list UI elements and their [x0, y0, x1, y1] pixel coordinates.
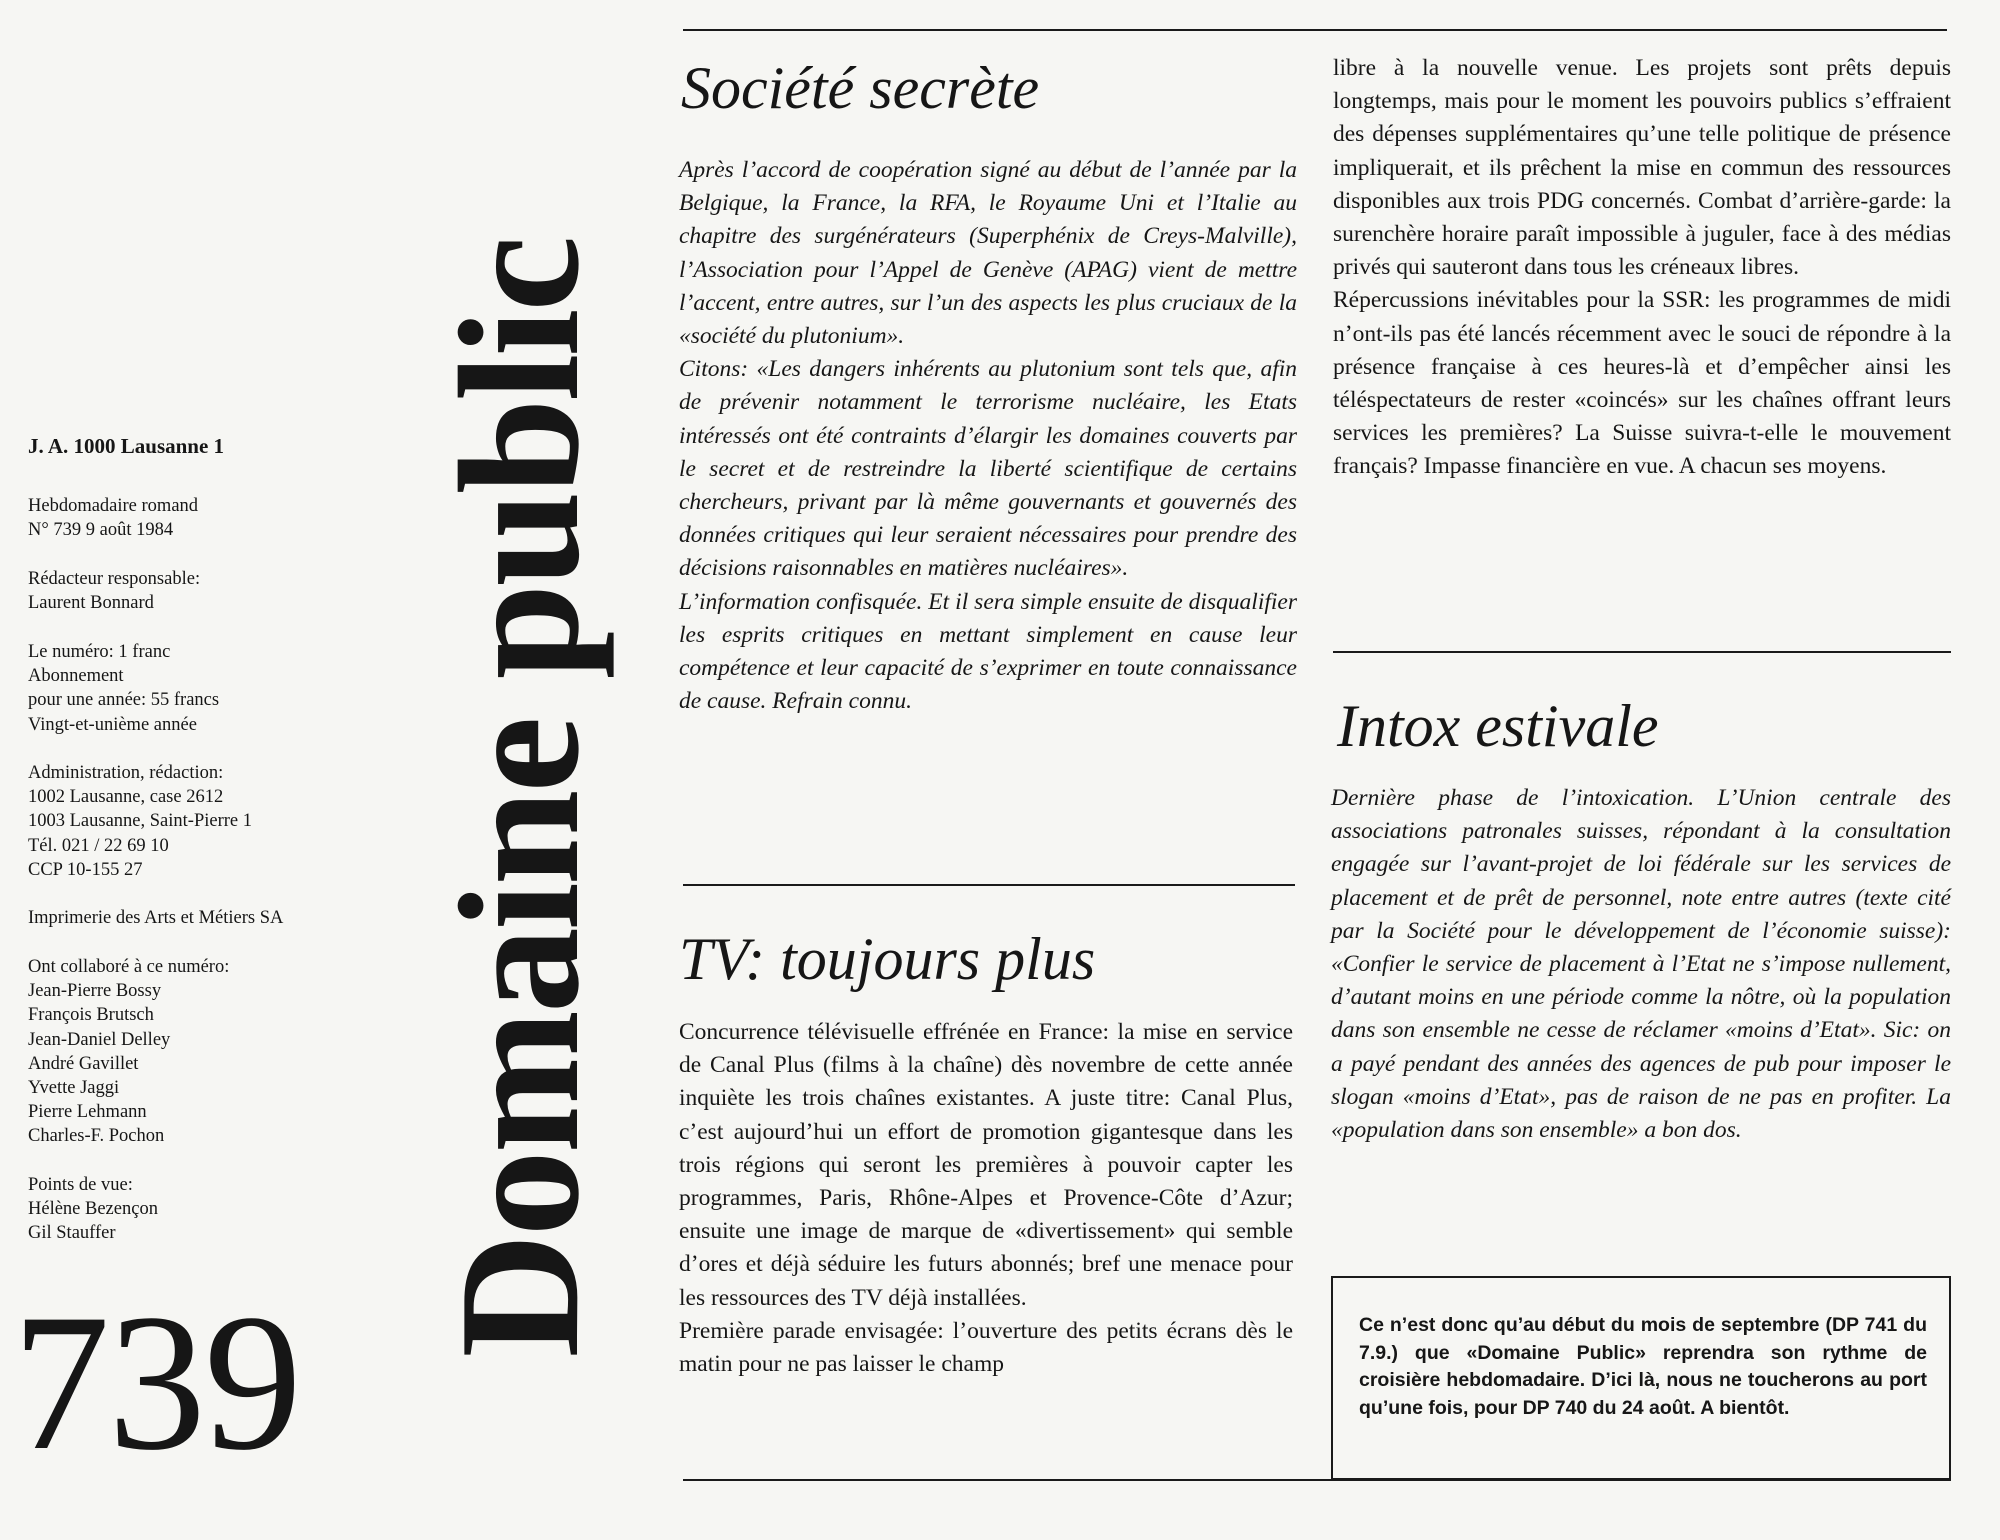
imprint-group-administration — [28, 761, 408, 882]
imprint-line: Ont collaboré à ce numéro: — [28, 957, 230, 977]
imprint-line: Laurent Bonnard — [28, 593, 154, 614]
imprint-line: Rédacteur responsable: — [28, 569, 201, 589]
imprint-line: Hélène Bezençon — [28, 1199, 158, 1220]
imprint-line: Imprimerie des Arts et Métiers SA — [28, 908, 284, 928]
imprint-line: Points de vue: — [28, 1175, 133, 1195]
article-title-tv-toujours-plus: TV: toujours plus — [679, 926, 1096, 992]
paragraph: Après l’accord de coopération signé au début de l’année par la Belgique, la France, la RFA, le Royaume Uni et l’Italie au chapitre des surgénérateurs (Superphénix de Creys-Malville), l’Association pour l’Appel de Genève (APAG) vient de mettre l’accent, entre autres, sur l’un des aspects les plus cruciaux de la «société du plutonium». — [679, 157, 1297, 350]
notice-box — [1331, 1276, 1951, 1480]
article-title-intox-estivale: Intox estivale — [1337, 693, 1659, 759]
imprint-line: Jean-Pierre Bossy — [28, 981, 162, 1002]
imprint-line: 1003 Lausanne, Saint-Pierre 1 — [28, 811, 252, 832]
imprint-line: Yvette Jaggi — [28, 1078, 120, 1099]
imprint-group-edition — [28, 494, 408, 542]
imprint-line: Administration, rédaction: — [28, 763, 224, 783]
paragraph: Répercussions inévitables pour la SSR: les programmes de midi n’ont-ils pas été lancés récemment avec le souci de répondre à la présence française à ces heures-là et d’empêcher ainsi les téléspectateurs de rester «coincés» sur les chaînes offrant leurs services les premières? La Suisse suivra-t-elle le mouvement français? Impasse financière en vue. A chacun ses moyens. — [1333, 287, 1951, 480]
imprint-group-printer — [28, 906, 408, 930]
article-title-societe-secrete: Société secrète — [681, 55, 1040, 121]
imprint-line: Le numéro: 1 franc — [28, 642, 171, 662]
imprint-group-contributors — [28, 955, 408, 1149]
imprint-line: pour une année: 55 francs — [28, 690, 220, 711]
issue-number: 739 — [12, 1274, 300, 1491]
masthead-title: Domaine public — [425, 238, 615, 1358]
imprint-line: Hebdomadaire romand — [28, 496, 199, 516]
notice-text: Ce n’est donc qu’au début du mois de septembre (DP 741 du 7.9.) que «Domaine Public» reprendra son rythme de croisière hebdomadaire. D’ici là, nous ne toucherons au port qu’une fois, pour DP 740 du 24 août. A bientôt. — [1359, 1314, 1927, 1419]
imprint-line: 1002 Lausanne, case 2612 — [28, 787, 224, 808]
imprint-line: CCP 10-155 27 — [28, 859, 143, 880]
article-body-intox-estivale — [1331, 782, 1951, 1147]
paragraph: Première parade envisagée: l’ouverture des petits écrans dès le matin pour ne pas laisser le champ — [679, 1317, 1293, 1378]
imprint-line: Gil Stauffer — [28, 1223, 116, 1244]
imprint-line: Jean-Daniel Delley — [28, 1029, 171, 1050]
paragraph: libre à la nouvelle venue. Les projets sont prêts depuis longtemps, mais pour le moment les pouvoirs publics s’effraient des dépenses supplémentaires qu’une telle politique de présence impliquerait, et ils prêchent la mise en commun des ressources disponibles aux trois PDG concernés. Combat d’arrière-garde: la surenchère horaire paraît impossible à juguler, face à des médias privés qui sauteront dans tous les créneaux libres. — [1333, 55, 1951, 281]
article-body-tv-toujours-plus — [679, 1016, 1293, 1381]
divider-rule — [683, 884, 1295, 886]
paragraph: Concurrence télévisuelle effrénée en France: la mise en service de Canal Plus (films à la chaîne) dès novembre de cette année inquiète les trois chaînes existantes. A juste titre: Canal Plus, c’est aujourd’hui un effort de promotion gigantesque dans les trois régions qui seront les premières à pouvoir capter les programmes, Paris, Rhône-Alpes et Provence-Côte d’Azur; ensuite une image de marque de «divertissement» qui semble d’ores et déjà séduire les futurs abonnés; bref une menace pour les ressources des TV déjà installées. — [679, 1019, 1293, 1311]
paragraph: L’information confisquée. Et il sera simple ensuite de disqualifier les esprits critiques en mettant simplement en cause leur compétence et leur capacité de s’exprimer en toute connaissance de cause. Refrain connu. — [679, 588, 1297, 715]
article-body-societe-secrete — [679, 154, 1297, 718]
paragraph: Dernière phase de l’intoxication. L’Union centrale des associations patronales suisses, répondant à la consultation engagée sur l’avant-projet de loi fédérale sur les services de placement et de prêt de personnel, note entre autres (texte cité par la Société pour le développement de l’économie suisse): «Confier le service de placement à l’Etat ne s’impose nullement, d’autant moins en une période comme la nôtre, où la population dans son ensemble ne cesse de réclamer «moins d’Etat». Sic: on a payé pendant des années des agences de pub pour imposer le slogan «moins d’Etat», pas de raison de ne pas en profiter. La «population dans son ensemble» a bon dos. — [1331, 785, 1951, 1144]
top-rule — [683, 29, 1947, 31]
imprint-group-price — [28, 640, 408, 737]
paragraph: Citons: «Les dangers inhérents au plutonium sont tels que, afin de prévenir notamment le terrorisme nucléaire, les Etats intéressés ont été contraints d’élargir les domaines couverts par le secret et de restreindre la liberté scientifique de certains chercheurs, privant par là même gouvernants et gouvernés des données critiques qui leur seraient nécessaires pour prendre des décisions raisonnables en matières nucléaires». — [679, 356, 1297, 582]
imprint-group-editor — [28, 567, 408, 615]
divider-rule — [1333, 651, 1951, 653]
imprint-header: J. A. 1000 Lausanne 1 — [28, 434, 225, 458]
imprint-group-viewpoints — [28, 1173, 408, 1246]
imprint-line: Pierre Lehmann — [28, 1102, 147, 1123]
article-continuation-tv-toujours-plus — [1333, 52, 1951, 484]
imprint-line: Charles-F. Pochon — [28, 1126, 165, 1147]
imprint-line: Abonnement — [28, 666, 124, 687]
imprint-line: François Brutsch — [28, 1005, 154, 1026]
imprint-line: André Gavillet — [28, 1053, 139, 1074]
imprint-line: N° 739 9 août 1984 — [28, 520, 174, 541]
imprint-line: Vingt-et-unième année — [28, 714, 197, 735]
masthead-container — [418, 112, 623, 1484]
imprint-line: Tél. 021 / 22 69 10 — [28, 835, 169, 856]
